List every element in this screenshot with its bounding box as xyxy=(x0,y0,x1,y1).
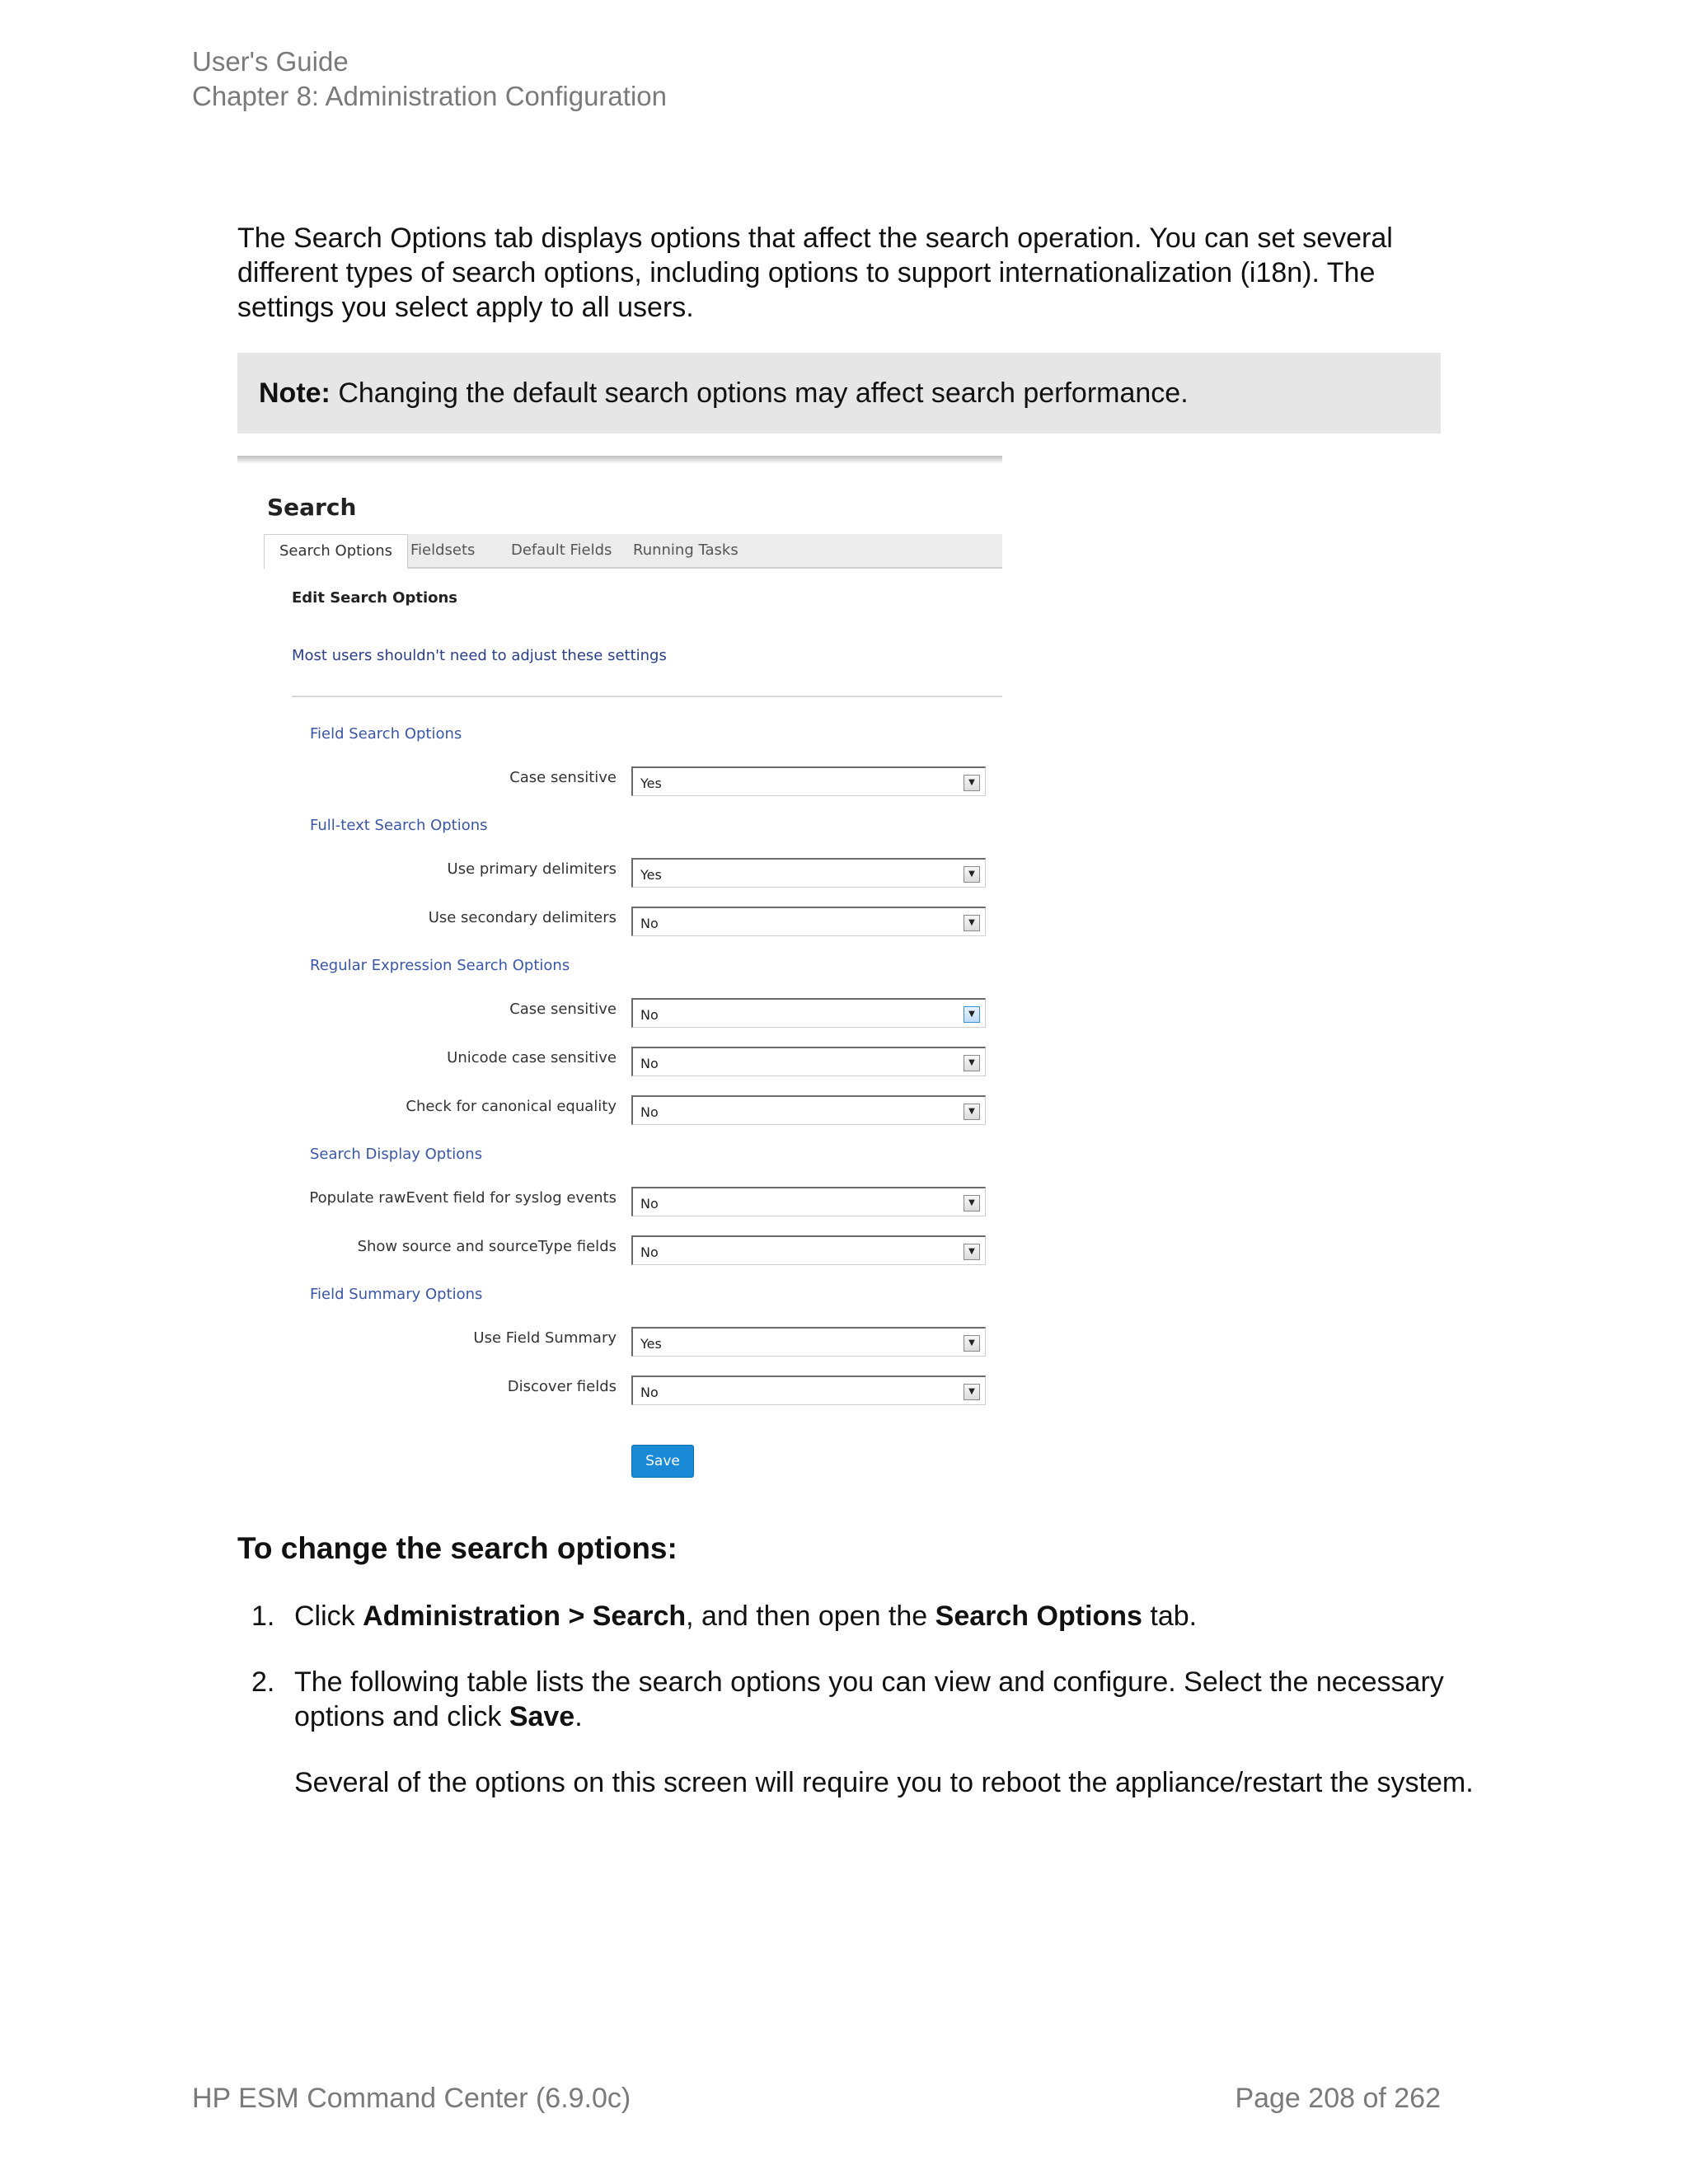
note-text: Changing the default search options may affect search performance. xyxy=(330,377,1189,409)
step-number: 1. xyxy=(251,1601,275,1632)
edit-search-options-heading: Edit Search Options xyxy=(292,589,458,607)
search-page-title: Search xyxy=(267,494,357,521)
save-reference: Save xyxy=(509,1701,575,1732)
running-header-chapter: Chapter 8: Administration Configuration xyxy=(192,81,667,111)
footer-product: HP ESM Command Center (6.9.0c) xyxy=(192,2083,631,2114)
step-text xyxy=(294,1665,1473,1734)
tab-reference: Search Options xyxy=(935,1601,1142,1632)
chevron-down-icon[interactable]: ▼ xyxy=(964,1006,980,1023)
search-options-screenshot xyxy=(237,456,1002,1494)
select-value: No xyxy=(640,1007,659,1023)
case-sensitive-select[interactable] xyxy=(631,766,986,796)
procedure-heading: To change the search options: xyxy=(237,1531,678,1565)
section-field-search-options: Field Search Options xyxy=(310,725,462,743)
step-text-part: Click xyxy=(294,1601,363,1632)
unicode-case-sensitive-select[interactable] xyxy=(631,1047,986,1076)
note-box xyxy=(237,353,1441,434)
select-value: No xyxy=(640,916,659,931)
reboot-note-paragraph: Several of the options on this screen will require you to reboot the appliance/restart the system. xyxy=(294,1767,1474,1798)
field-label-canonical-equality: Check for canonical equality xyxy=(406,1098,617,1115)
use-field-summary-select[interactable] xyxy=(631,1327,986,1357)
step-text-part: , and then open the xyxy=(686,1601,935,1632)
section-field-summary-options: Field Summary Options xyxy=(310,1286,483,1303)
screenshot-top-shadow xyxy=(237,456,1002,464)
chevron-down-icon[interactable]: ▼ xyxy=(964,1055,980,1071)
select-value: Yes xyxy=(640,1336,662,1352)
field-label-use-primary-delimiters: Use primary delimiters xyxy=(447,860,617,878)
settings-hint: Most users shouldn't need to adjust these settings xyxy=(292,647,667,664)
menu-path: Administration > Search xyxy=(363,1601,687,1632)
section-divider xyxy=(292,696,1002,697)
section-full-text-search-options: Full-text Search Options xyxy=(310,817,488,834)
chevron-down-icon[interactable]: ▼ xyxy=(964,1335,980,1352)
step-text-part: tab. xyxy=(1142,1601,1198,1632)
field-label-case-sensitive: Case sensitive xyxy=(509,769,617,786)
field-label-unicode-case-sensitive: Unicode case sensitive xyxy=(447,1049,617,1066)
select-value: No xyxy=(640,1104,659,1120)
chevron-down-icon[interactable]: ▼ xyxy=(964,1104,980,1120)
tab-fieldsets[interactable]: Fieldsets xyxy=(410,541,476,559)
step-text-part: The following table lists the search options you can view and configure. Select the necessary options and click xyxy=(294,1666,1444,1732)
field-label-populate-rawevent: Populate rawEvent field for syslog events xyxy=(309,1189,617,1207)
footer-page-number: Page 208 of 262 xyxy=(1235,2083,1441,2114)
select-value: No xyxy=(640,1385,659,1400)
select-value: No xyxy=(640,1056,659,1071)
select-value: No xyxy=(640,1196,659,1212)
tab-search-options[interactable]: Search Options xyxy=(264,534,408,569)
use-secondary-delimiters-select[interactable] xyxy=(631,907,986,936)
chevron-down-icon[interactable]: ▼ xyxy=(964,915,980,931)
section-search-display-options: Search Display Options xyxy=(310,1146,483,1163)
field-label-show-source-fields: Show source and sourceType fields xyxy=(357,1238,617,1255)
save-button[interactable]: Save xyxy=(631,1445,694,1478)
chevron-down-icon[interactable]: ▼ xyxy=(964,1195,980,1212)
select-value: Yes xyxy=(640,776,662,791)
regex-case-sensitive-select[interactable] xyxy=(631,998,986,1028)
field-label-use-field-summary: Use Field Summary xyxy=(473,1329,617,1347)
discover-fields-select[interactable] xyxy=(631,1376,986,1405)
note-label: Note: xyxy=(259,377,331,409)
field-label-use-secondary-delimiters: Use secondary delimiters xyxy=(428,909,617,926)
intro-paragraph: The Search Options tab displays options that affect the search operation. You can set several different types of search options, including options to support internationalization (i18n). The settings you select apply to all users. xyxy=(237,223,1393,323)
step-text-part: . xyxy=(574,1701,583,1732)
field-label-regex-case-sensitive: Case sensitive xyxy=(509,1001,617,1018)
chevron-down-icon[interactable]: ▼ xyxy=(964,1244,980,1260)
use-primary-delimiters-select[interactable] xyxy=(631,858,986,888)
chevron-down-icon[interactable]: ▼ xyxy=(964,775,980,791)
section-regex-search-options: Regular Expression Search Options xyxy=(310,957,570,974)
canonical-equality-select[interactable] xyxy=(631,1095,986,1125)
field-label-discover-fields: Discover fields xyxy=(507,1378,617,1395)
step-text xyxy=(294,1599,1473,1633)
tab-running-tasks[interactable]: Running Tasks xyxy=(633,541,738,559)
tab-default-fields[interactable]: Default Fields xyxy=(511,541,612,559)
select-value: Yes xyxy=(640,867,662,883)
populate-rawevent-select[interactable] xyxy=(631,1187,986,1216)
search-tab-bar xyxy=(264,534,1002,569)
show-source-fields-select[interactable] xyxy=(631,1235,986,1265)
chevron-down-icon[interactable]: ▼ xyxy=(964,1384,980,1400)
select-value: No xyxy=(640,1244,659,1260)
step-number: 2. xyxy=(251,1666,275,1698)
chevron-down-icon[interactable]: ▼ xyxy=(964,866,980,883)
running-header-guide: User's Guide xyxy=(192,46,349,77)
